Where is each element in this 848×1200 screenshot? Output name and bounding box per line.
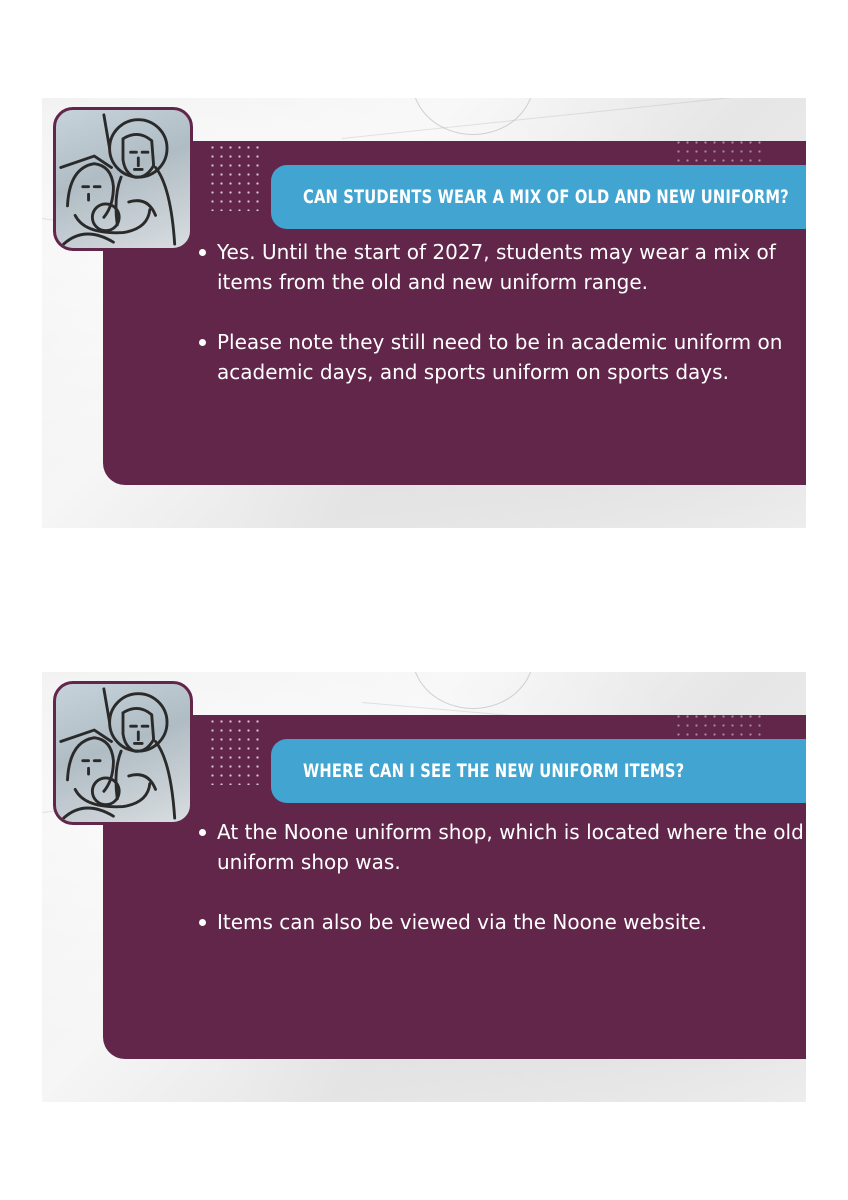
question-title: WHERE CAN I SEE THE NEW UNIFORM ITEMS? bbox=[303, 760, 685, 782]
answer-list bbox=[197, 817, 806, 967]
question-title: CAN STUDENTS WEAR A MIX OF OLD AND NEW UNIFORM? bbox=[303, 186, 789, 208]
answer-item: At the Noone uniform shop, which is located where the old uniform shop was. bbox=[197, 817, 806, 877]
faq-slide-2 bbox=[42, 672, 806, 1102]
dot-pattern-decoration bbox=[208, 143, 260, 211]
answer-item: Please note they still need to be in academic uniform on academic days, and sports uniform on sports days. bbox=[197, 327, 806, 387]
question-bar bbox=[271, 165, 806, 229]
question-bar bbox=[271, 739, 806, 803]
holy-family-logo-icon bbox=[53, 681, 193, 825]
paper-crease bbox=[342, 98, 806, 139]
answer-list bbox=[197, 237, 806, 417]
decorative-arc bbox=[412, 672, 534, 709]
faq-slide-1 bbox=[42, 98, 806, 528]
holy-family-logo-icon bbox=[53, 107, 193, 251]
answer-item: Yes. Until the start of 2027, students may wear a mix of items from the old and new uniform range. bbox=[197, 237, 806, 297]
dot-pattern-decoration bbox=[208, 717, 260, 785]
answer-item: Items can also be viewed via the Noone website. bbox=[197, 907, 806, 937]
